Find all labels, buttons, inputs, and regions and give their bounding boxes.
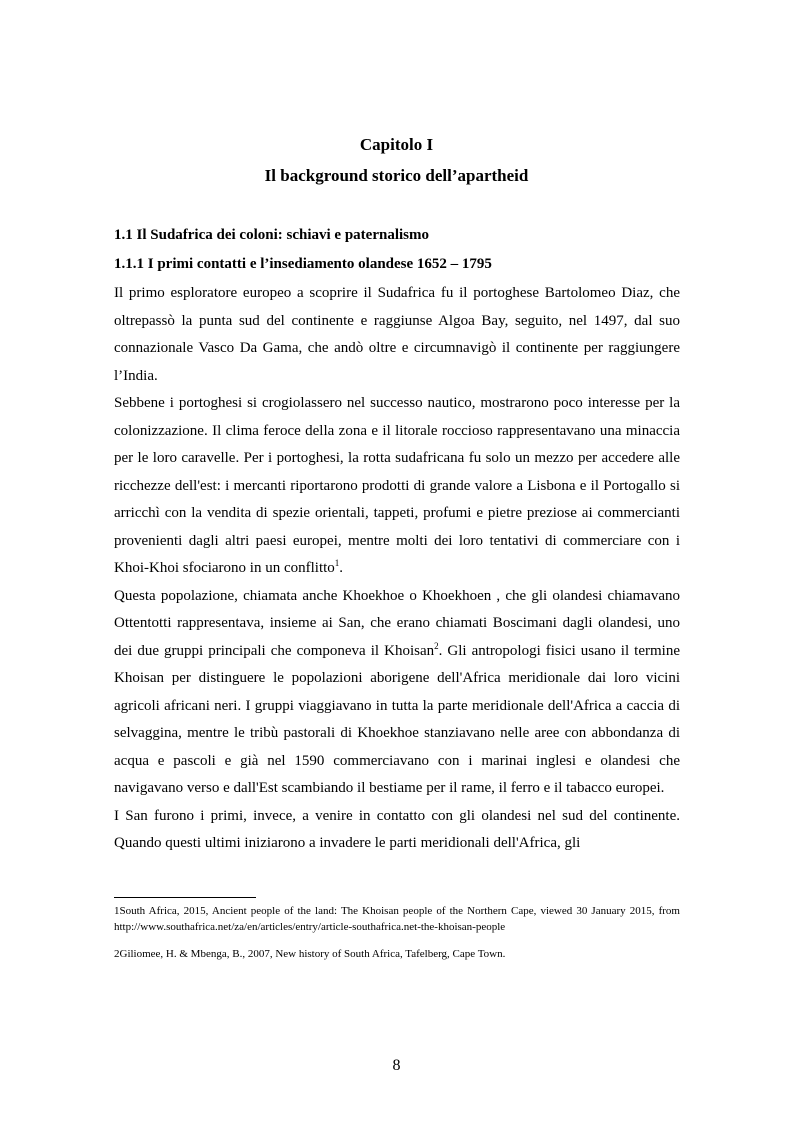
footnote-separator [114, 897, 256, 898]
page-number: 8 [392, 1057, 401, 1074]
paragraph-3-rest: . Gli antropologi fisici usano il termine Khoisan per distinguere le popolazioni aborigene dell'Africa meridionale dai loro vicini agricoli africani neri. I gruppi viaggiavano in tutta la parte meridionale dell'Africa a caccia di selvaggina, mentre le tribù pastorali di Khoekhoe stanziavano nelle aree con abbondanza di acqua e pascoli e già nel 1590 commerciavano con i marinai inglesi e olandesi che navigavano verso e dall'Est scambiando il bestiame per il rame, il ferro e il tabacco europei. [114, 642, 680, 796]
paragraph-2 [114, 390, 680, 583]
paragraph-3-text: Questa popolazione, chiamata anche Khoekhoe o Khoekhoen , che gli olandesi chiamavano Ottentotti rappresentava, insieme ai San, che erano chiamati Boscimani dagli olandesi, uno dei due gruppi principali che componeva il Khoisan [114, 587, 680, 659]
paragraph-3 [114, 583, 680, 803]
paragraph-4: I San furono i primi, invece, a venire in contatto con gli olandesi nel sud del continente. Quando questi ultimi iniziarono a invadere le parti meridionali dell'Africa, gli [114, 807, 680, 851]
chapter-title: Il background storico dell’apartheid [264, 166, 529, 185]
chapter-number: Capitolo I [359, 135, 434, 154]
subsection-heading: 1.1.1 I primi contatti e l’insediamento olandese 1652 – 1795 [114, 256, 492, 272]
footnote-ref-2: 2 [434, 640, 439, 651]
footnote-1: 1South Africa, 2015, Ancient people of the land: The Khoisan people of the Northern Cape, viewed 30 January 2015, from http://www.southafrica.net/za/en/articles/entry/article-southafrica.net-the-khoisan-people [114, 905, 680, 933]
paragraph-1: Il primo esploratore europeo a scoprire il Sudafrica fu il portoghese Bartolomeo Diaz, che oltrepassò la punta sud del continente e raggiunse Algoa Bay, seguito, nel 1497, dal suo connazionale Vasco Da Gama, che andò oltre e circumnavigò il continente per raggiungere l’India. [114, 285, 680, 384]
footnote-ref-1: 1 [334, 558, 340, 568]
body-text [114, 280, 680, 858]
footnote-2: 2Giliomee, H. & Mbenga, B., 2007, New history of South Africa, Tafelberg, Cape Town. [114, 948, 506, 960]
paragraph-2-text: Sebbene i portoghesi si crogiolassero nel successo nautico, mostrarono poco interesse per la colonizzazione. Il clima feroce della zona e il litorale roccioso rappresentavano una minaccia per le loro caravelle. Per i portoghesi, la rotta sudafricana fu solo un mezzo per accedere alle ricchezze dell'est: i mercanti riportarono prodotti di grande valore a Lisbona e il Portogallo si arricchì con la vendita di spezie orientali, tappeti, profumi e pietre preziose ai commercianti provenienti dagli altri paesi europei, mentre molti dei loro tentativi di commerciare con i Khoi-Khoi sfociarono in un conflitto [114, 395, 680, 576]
section-heading: 1.1 Il Sudafrica dei coloni: schiavi e paternalismo [114, 227, 429, 243]
footnotes [114, 903, 680, 962]
paragraph-2-end: . [339, 560, 344, 576]
